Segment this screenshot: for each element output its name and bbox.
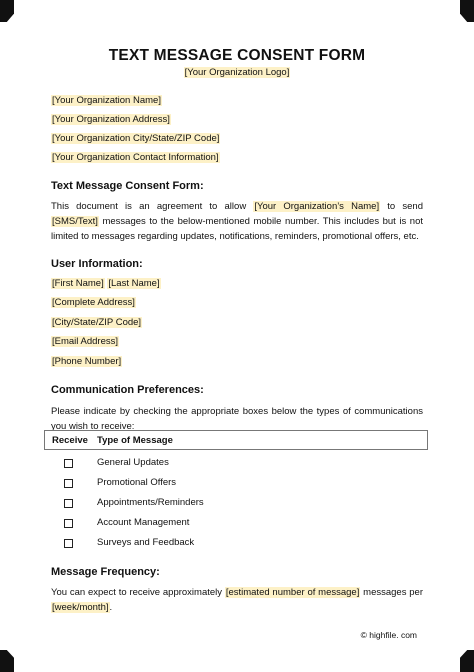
email-line (51, 336, 119, 347)
frequency-paragraph (51, 585, 423, 615)
org-name-line (51, 95, 162, 106)
table-row (0, 537, 474, 553)
col-type-header: Type of Message (97, 435, 173, 446)
frequency-text-mid: messages per (360, 587, 423, 598)
org-name-field[interactable]: [Your Organization Name] (52, 95, 161, 106)
address-line (51, 297, 136, 308)
table-row (0, 457, 474, 473)
org-contact-field[interactable]: [Your Organization Contact Information] (52, 152, 219, 163)
name-line (51, 278, 161, 289)
frequency-heading: Message Frequency: (51, 566, 160, 578)
org-address-line (51, 114, 171, 125)
consent-message-type-field[interactable]: [SMS/Text] (52, 216, 98, 227)
col-receive-header: Receive (52, 435, 88, 446)
corner-mark-bottom-left (0, 650, 14, 672)
org-address-field[interactable]: [Your Organization Address] (52, 114, 170, 125)
preferences-table-header (44, 430, 428, 450)
general-updates-checkbox[interactable] (64, 459, 73, 468)
org-city-line (51, 133, 220, 144)
table-row (0, 477, 474, 493)
row-label: Surveys and Feedback (97, 537, 195, 548)
corner-mark-bottom-right (460, 650, 474, 672)
promotional-offers-checkbox[interactable] (64, 479, 73, 488)
user-info-heading: User Information: (51, 258, 143, 270)
consent-paragraph (51, 199, 423, 244)
appointments-checkbox[interactable] (64, 499, 73, 508)
account-management-checkbox[interactable] (64, 519, 73, 528)
table-row (0, 517, 474, 533)
frequency-text-end: . (109, 602, 113, 613)
row-label: General Updates (97, 457, 169, 468)
page-title: TEXT MESSAGE CONSENT FORM (108, 47, 366, 64)
corner-mark-top-right (460, 0, 474, 22)
consent-text-start: This document is an agreement to allow (51, 201, 254, 212)
footer-copyright: © highfile. com (360, 630, 417, 640)
preferences-instruction: Please indicate by checking the appropriate boxes below the types of communications you wish to receive: (51, 406, 423, 432)
consent-text-end: messages to the below-mentioned mobile number. This includes but is not limited to messages regarding updates, notifications, reminders, promotional offers, etc. (51, 216, 423, 242)
last-name-field[interactable]: [Last Name] (108, 278, 160, 289)
email-field[interactable]: [Email Address] (52, 336, 118, 347)
phone-line (51, 356, 122, 367)
address-field[interactable]: [Complete Address] (52, 297, 135, 308)
period-field[interactable]: [week/month] (52, 602, 109, 613)
row-label: Appointments/Reminders (97, 497, 204, 508)
org-contact-line (51, 152, 220, 163)
consent-org-name-field[interactable]: [Your Organization’s Name] (254, 201, 380, 212)
phone-field[interactable]: [Phone Number] (52, 356, 122, 367)
logo-placeholder[interactable]: [Your Organization Logo] (184, 67, 290, 78)
surveys-feedback-checkbox[interactable] (64, 539, 73, 548)
city-state-zip-field[interactable]: [City/State/ZIP Code] (52, 317, 142, 328)
city-line (51, 317, 142, 328)
corner-mark-top-left (0, 0, 14, 22)
frequency-text-start: You can expect to receive approximately (51, 587, 225, 598)
logo-placeholder-line (0, 67, 474, 78)
first-name-field[interactable]: [First Name] (52, 278, 104, 289)
table-row (0, 497, 474, 513)
org-city-field[interactable]: [Your Organization City/State/ZIP Code] (52, 133, 220, 144)
consent-heading: Text Message Consent Form: (51, 180, 204, 192)
preferences-heading: Communication Preferences: (51, 384, 204, 396)
consent-text-mid: to send (380, 201, 423, 212)
estimated-number-field[interactable]: [estimated number of message] (225, 587, 360, 598)
row-label: Promotional Offers (97, 477, 177, 488)
row-label: Account Management (97, 517, 190, 528)
